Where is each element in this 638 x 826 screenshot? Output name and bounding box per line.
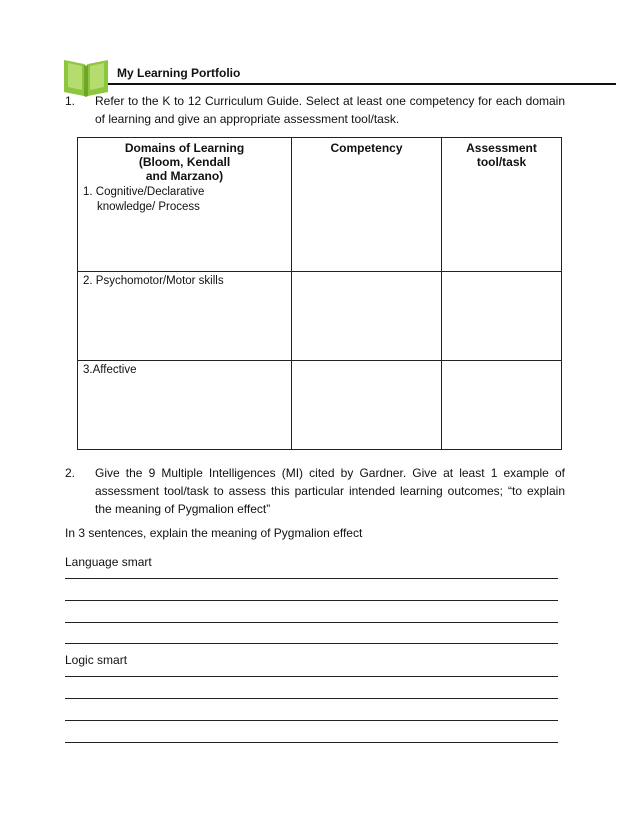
question-2-text: Give the 9 Multiple Intelligences (MI) cited by Gardner. Give at least 1 example of assessment tool/task to assess this particular intended learning outcomes; “to explain the meaning of Pygmalion effect” [95,466,565,516]
table-row [78,272,562,361]
question-2-number: 2. [65,466,76,480]
domain-cell-psychomotor [78,272,292,361]
domain-label: 3.Affective [83,364,137,376]
answer-line[interactable] [65,578,558,579]
header-domains-line1: Domains of Learning [124,141,245,155]
header-divider [108,83,616,85]
answer-line[interactable] [65,600,558,601]
question-2 [65,464,565,518]
assessment-cell-cognitive[interactable] [442,183,562,272]
assessment-cell-affective[interactable] [442,361,562,450]
header-assessment-line1: Assessment [466,141,537,155]
header-competency-label: Competency [330,141,403,155]
answer-line[interactable] [65,742,558,743]
answer-line[interactable] [65,698,558,699]
section-label-language: Language smart [65,555,152,569]
answer-line[interactable] [65,720,558,721]
section-label-logic: Logic smart [65,653,128,667]
header-competency [292,138,442,184]
question-1 [65,92,565,128]
domain-label: 1. Cognitive/Declarative [83,186,205,198]
header-domains [78,138,292,184]
answer-line[interactable] [65,643,558,644]
competency-cell-affective[interactable] [292,361,442,450]
domain-label-continued: knowledge/ Process [97,201,200,213]
assessment-cell-psychomotor[interactable] [442,272,562,361]
competency-cell-cognitive[interactable] [292,183,442,272]
question-1-number: 1. [65,94,76,108]
question-1-text: Refer to the K to 12 Curriculum Guide. Select at least one competency for each domain of learning and give an appropriate assessment tool/task. [95,94,565,126]
table-row [78,361,562,450]
header-domains-line3: and Marzano) [145,169,224,183]
pygmalion-prompt: In 3 sentences, explain the meaning of Pygmalion effect [65,526,363,540]
domain-cell-cognitive [78,183,292,272]
header-assessment [442,138,562,184]
page-title: My Learning Portfolio [117,66,241,80]
domains-table [77,137,562,450]
header-domains-line2: (Bloom, Kendall [138,155,231,169]
answer-line[interactable] [65,676,558,677]
domain-cell-affective [78,361,292,450]
domain-label: 2. Psychomotor/Motor skills [83,275,224,287]
header-assessment-line2: tool/task [476,155,527,169]
table-row [78,183,562,272]
portfolio-header [60,50,616,98]
answer-line[interactable] [65,622,558,623]
competency-cell-psychomotor[interactable] [292,272,442,361]
